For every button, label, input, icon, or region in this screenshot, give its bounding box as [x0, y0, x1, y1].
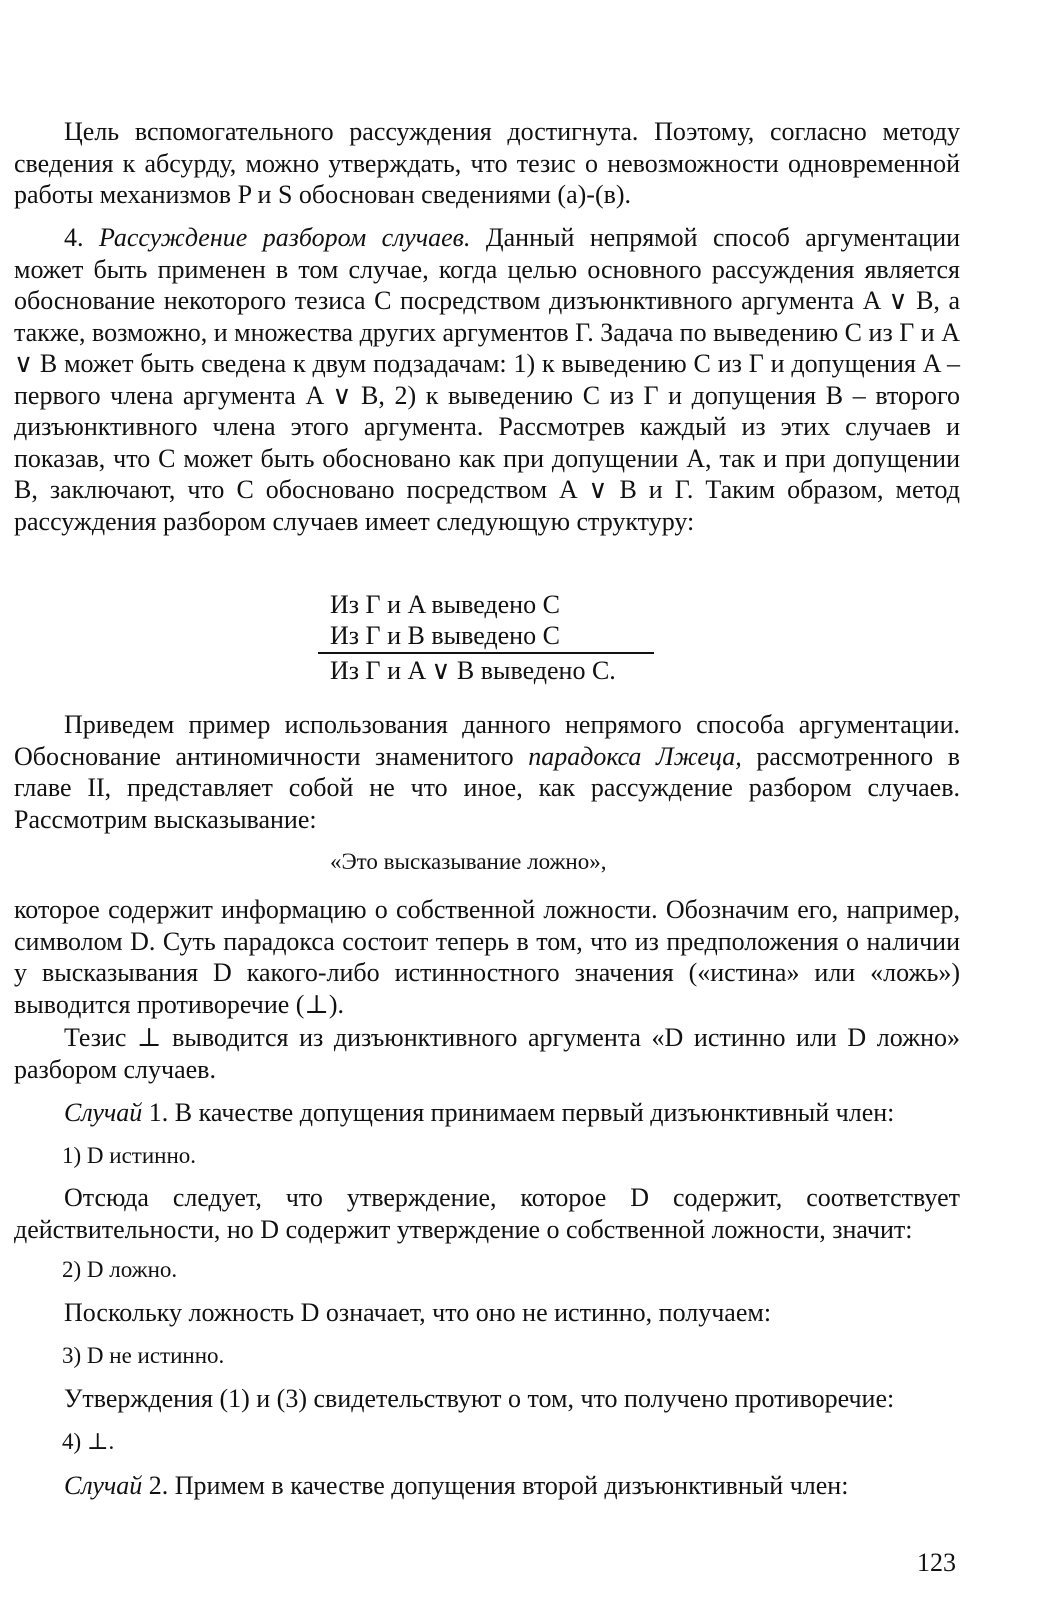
paragraph-1: Цель вспомогательного рассуждения достигнута. Поэтому, согласно методу сведения к абсурду, можно утверждать, что тезис о невозможности одновременной работы механизмов P и S обоснован сведениями (а)-(в).	[14, 117, 960, 209]
paragraph-3	[14, 709, 960, 835]
scheme-premise-1: Из Г и A выведено C	[330, 590, 560, 619]
paragraph-5: Тезис ⊥ выводится из дизъюнктивного аргумента «D истинно или D ложно» разбором случаев.	[14, 1023, 960, 1084]
quoted-statement: «Это высказывание ложно»,	[330, 849, 607, 874]
scheme-conclusion: Из Г и A ∨ B выведено C.	[330, 656, 616, 685]
step-2: 2) D ложно.	[62, 1257, 178, 1282]
paragraph-3-text-b: рассмотренного в главе II, представляет собой не что иное, как рассуждение разбором случаев. Рассмотрим высказывание:	[14, 741, 961, 834]
paragraph-4: которое содержит информацию о собственной ложности. Обозначим его, например, символом D. Суть парадокса состоит теперь в том, что из предположения о наличии у высказывания D какого-либо истинностного значения («истина» или «ложь») выводится противоречие (⊥).	[14, 895, 960, 1019]
case-2-heading	[14, 1470, 960, 1502]
step-4: 4) ⊥.	[62, 1429, 115, 1454]
paragraph-8: Утверждения (1) и (3) свидетельствуют о том, что получено противоречие:	[64, 1384, 895, 1413]
paragraph-3-text-a: Приведем пример использования данного непрямого способа аргументации. Обоснование антиномичности знаменитого	[14, 710, 960, 771]
paragraph-2	[14, 222, 960, 537]
page-number: 123	[917, 1548, 956, 1577]
paragraph-6: Отсюда следует, что утверждение, которое D содержит, соответствует действительности, но D содержит утверждение о собственной ложности, значит:	[14, 1183, 960, 1244]
case-1-label: Случай	[64, 1098, 143, 1127]
section-title: Рассуждение разбором случаев.	[98, 223, 471, 252]
scheme-premise-2: Из Г и B выведено C	[330, 621, 560, 650]
case-2-text: 2. Примем в качестве допущения второй дизъюнктивный член:	[148, 1471, 849, 1500]
step-1: 1) D истинно.	[62, 1143, 197, 1168]
step-3: 3) D не истинно.	[62, 1343, 225, 1368]
liar-paradox-term: парадокса Лжеца,	[528, 741, 742, 771]
paragraph-7: Поскольку ложность D означает, что оно не истинно, получаем:	[64, 1298, 772, 1327]
paragraph-2-text: Данный непрямой способ аргументации может быть применен в том случае, когда целью основного рассуждения является обоснование некоторого тезиса C посредством дизъюнктивного аргумента A ∨ B, а также, возможно, и множества других аргументов Г. Задача по выведению C из Г и A ∨ B может быть сведена к двум подзадачам: 1) к выведению C из Г и допущения A – первого члена аргумента A ∨ B, 2) к выведению C из Г и допущения B – второго дизъюнктивного члена этого аргумента. Рассмотрев каждый из этих случаев и показав, что C может быть обосновано как при допущении A, так и при допущении B, заключают, что C обосновано посредством A ∨ B и Г. Таким образом, метод рассуждения разбором случаев имеет следующую структуру:	[14, 223, 961, 536]
paragraph-2-number: 4.	[64, 223, 84, 252]
inference-line	[318, 652, 654, 654]
case-1-heading	[14, 1097, 960, 1129]
case-1-text: 1. В качестве допущения принимаем первый дизъюнктивный член:	[148, 1098, 895, 1127]
case-2-label: Случай	[64, 1471, 143, 1500]
